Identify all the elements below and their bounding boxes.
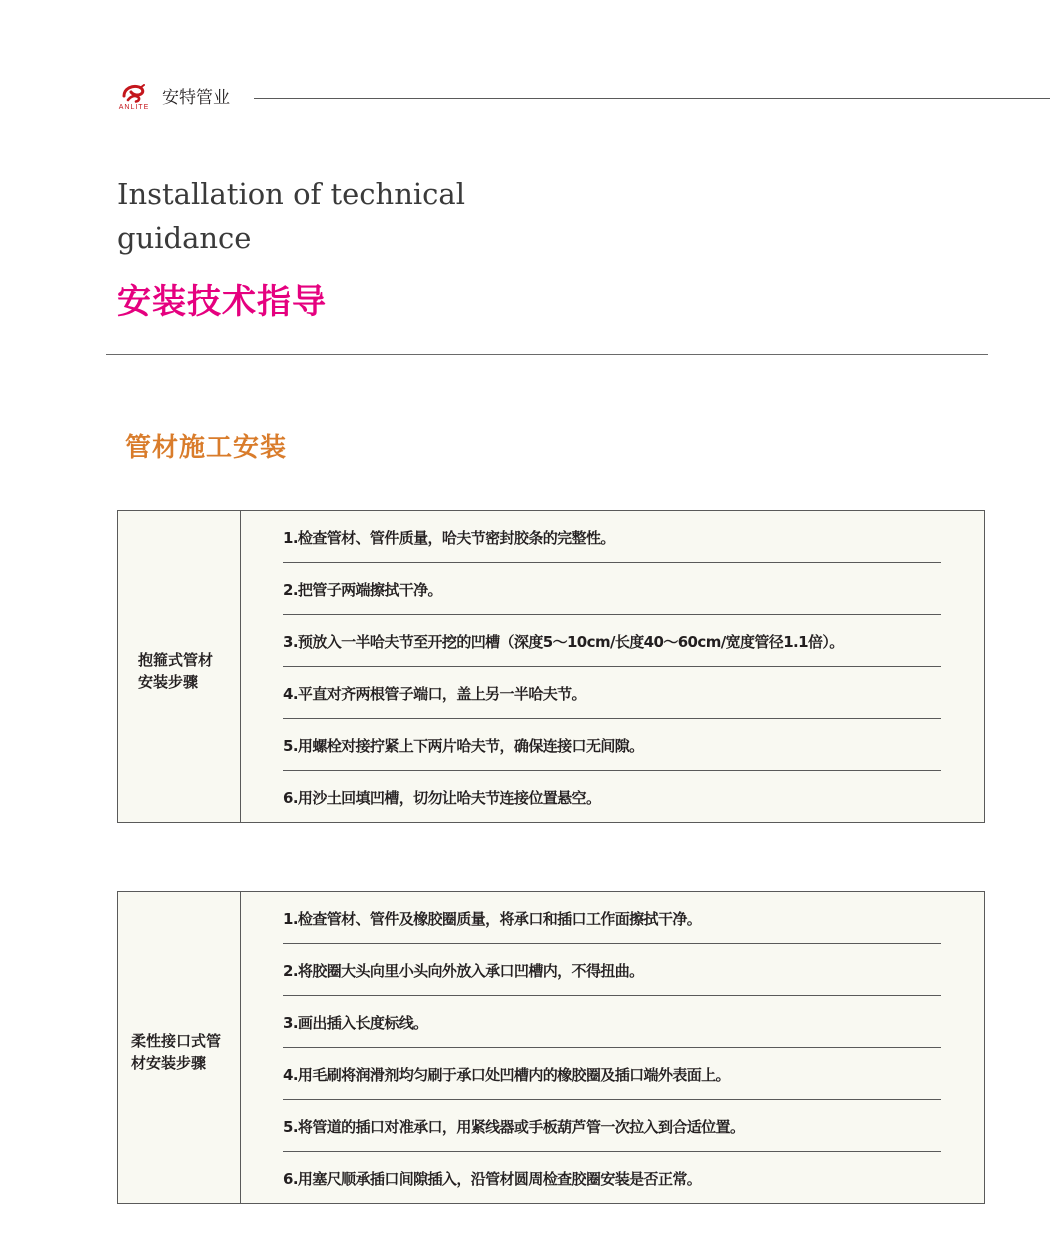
page-title-chinese: 安装技术指导 bbox=[117, 282, 327, 322]
page-title-english: Installation of technical guidance bbox=[117, 177, 465, 255]
table-label: 抱箍式管材 安装步骤 bbox=[138, 650, 214, 691]
table-label-cell bbox=[118, 892, 241, 1203]
step-text: 1.检查管材、管件及橡胶圈质量，将承口和插口工作面擦拭干净。 bbox=[283, 909, 702, 928]
installation-steps-table-clamp bbox=[117, 510, 985, 823]
step-row bbox=[283, 892, 941, 944]
step-text: 1.检查管材、管件质量，哈夫节密封胶条的完整性。 bbox=[283, 528, 615, 547]
step-text: 5.用螺栓对接拧紧上下两片哈夫节，确保连接口无间隙。 bbox=[283, 736, 644, 755]
step-row bbox=[283, 944, 941, 996]
step-row bbox=[283, 511, 941, 563]
step-row bbox=[283, 1048, 941, 1100]
header-divider bbox=[254, 98, 1050, 99]
step-row bbox=[283, 1152, 941, 1204]
step-text: 2.将胶圈大头向里小头向外放入承口凹槽内，不得扭曲。 bbox=[283, 961, 644, 980]
table-label-cell bbox=[118, 511, 241, 822]
step-row bbox=[283, 996, 941, 1048]
step-row bbox=[283, 719, 941, 771]
step-row bbox=[283, 771, 941, 823]
step-text: 6.用塞尺顺承插口间隙插入，沿管材圆周检查胶圈安装是否正常。 bbox=[283, 1170, 702, 1188]
company-logo bbox=[112, 84, 156, 114]
installation-steps-table-flexible bbox=[117, 891, 985, 1204]
step-list bbox=[283, 892, 941, 1204]
step-text: 5.将管道的插口对准承口，用紧线器或手板葫芦管一次拉入到合适位置。 bbox=[283, 1117, 745, 1136]
step-row bbox=[283, 1100, 941, 1152]
step-text: 3.预放入一半哈夫节至开挖的凹槽（深度5～10cm/长度40～60cm/宽度管径1.1倍）。 bbox=[283, 632, 844, 651]
step-text: 6.用沙土回填凹槽，切勿让哈夫节连接位置悬空。 bbox=[283, 789, 601, 807]
page-header bbox=[112, 84, 1050, 114]
step-text: 4.平直对齐两根管子端口，盖上另一半哈夫节。 bbox=[283, 684, 586, 703]
company-name: 安特管业 bbox=[162, 88, 230, 108]
table-label: 柔性接口式管 材安装步骤 bbox=[131, 1031, 222, 1072]
step-text: 4.用毛刷将润滑剂均匀刷于承口处凹槽内的橡胶圈及插口端外表面上。 bbox=[283, 1065, 730, 1084]
logo-text: ANLITE bbox=[118, 104, 150, 111]
step-row bbox=[283, 563, 941, 615]
step-text: 2.把管子两端擦拭干净。 bbox=[283, 580, 442, 599]
step-row bbox=[283, 615, 941, 667]
step-row bbox=[283, 667, 941, 719]
section-heading: 管材施工安装 bbox=[125, 433, 288, 463]
title-divider bbox=[106, 354, 988, 355]
step-list bbox=[283, 511, 941, 823]
logo-icon bbox=[119, 84, 147, 104]
step-text: 3.画出插入长度标线。 bbox=[283, 1013, 428, 1032]
